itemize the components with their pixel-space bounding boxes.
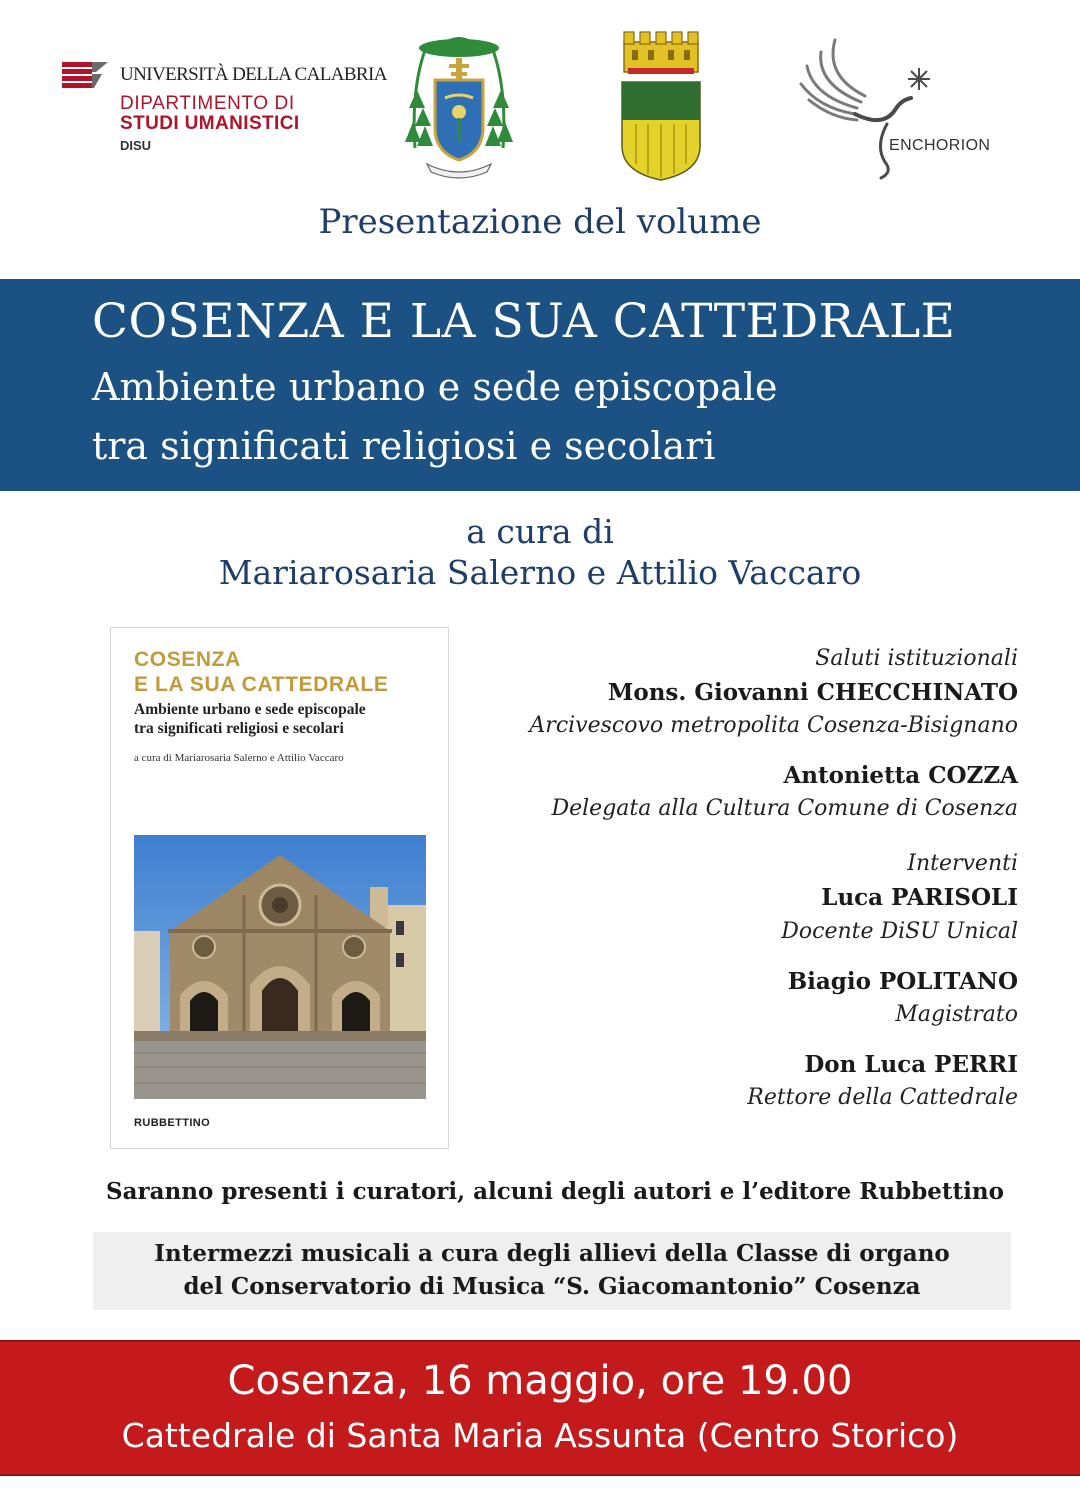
book-cover <box>110 627 449 1149</box>
curators-names: Mariarosaria Salerno e Attilio Vaccaro <box>218 553 862 592</box>
speaker-role: Rettore della Cattedrale <box>747 1085 1018 1110</box>
greetings-label: Saluti istituzionali <box>815 646 1018 671</box>
speaker-name: Mons. Giovanni CHECCHINATO <box>607 679 1018 706</box>
event-footer <box>0 1340 1080 1476</box>
speaker-name: Antonietta COZZA <box>783 762 1018 789</box>
city-coat-of-arms-icon <box>618 28 704 184</box>
bird-icon <box>795 36 995 181</box>
cover-publisher: RUBBETTINO <box>134 1117 211 1129</box>
presentation-kicker: Presentazione del volume <box>318 202 762 242</box>
department-abbreviation: DISU <box>120 138 152 153</box>
speaker-role: Docente DiSU Unical <box>781 919 1018 944</box>
university-name: UNIVERSITÀ DELLA CALABRIA <box>120 64 387 85</box>
music-note-line-1: Intermezzi musicali a cura degli allievi della Classe di organo <box>154 1240 950 1267</box>
speaker-name: Biagio POLITANO <box>787 968 1018 995</box>
book-subtitle-line-2: tra significati religiosi e secolari <box>92 424 716 468</box>
speaker-role: Magistrato <box>895 1002 1018 1027</box>
enchorion-label: ENCHORION <box>889 137 991 154</box>
university-logo <box>62 58 387 158</box>
department-line-1: DIPARTIMENTO DI <box>120 93 295 114</box>
title-band <box>0 279 1080 491</box>
event-date-time: Cosenza, 16 maggio, ore 19.00 <box>227 1358 853 1404</box>
university-mark-icon <box>62 62 108 90</box>
speaker-name: Luca PARISOLI <box>821 884 1018 911</box>
talks-label: Interventi <box>907 851 1018 876</box>
presence-note: Saranno presenti i curatori, alcuni degli autori e l’editore Rubbettino <box>106 1178 1004 1205</box>
cover-subtitle-line-2: tra significati religiosi e secolari <box>134 720 344 737</box>
cover-title-line-2: E LA SUA CATTEDRALE <box>134 673 389 696</box>
cover-editors: a cura di Mariarosaria Salerno e Attilio Vaccaro <box>134 752 344 764</box>
cover-subtitle-line-1: Ambiente urbano e sede episcopale <box>134 701 366 718</box>
music-note-line-2: del Conservatorio di Musica “S. Giacomantonio” Cosenza <box>183 1273 921 1300</box>
music-note-box <box>93 1232 1011 1310</box>
cover-title-line-1: COSENZA <box>134 648 241 671</box>
cathedral-facade-photo <box>134 835 426 1099</box>
enchorion-logo <box>795 36 995 181</box>
speaker-role: Arcivescovo metropolita Cosenza-Bisignano <box>529 713 1018 738</box>
speaker-role: Delegata alla Cultura Comune di Cosenza <box>551 796 1018 821</box>
department-line-2: STUDI UMANISTICI <box>120 113 300 134</box>
event-venue: Cattedrale di Santa Maria Assunta (Centro Storico) <box>121 1416 959 1455</box>
speaker-name: Don Luca PERRI <box>804 1051 1018 1078</box>
book-subtitle-line-1: Ambiente urbano e sede episcopale <box>92 365 778 409</box>
bishop-coat-of-arms-icon <box>405 30 513 180</box>
book-title: COSENZA E LA SUA CATTEDRALE <box>92 294 956 349</box>
curated-by-label: a cura di <box>466 512 614 551</box>
